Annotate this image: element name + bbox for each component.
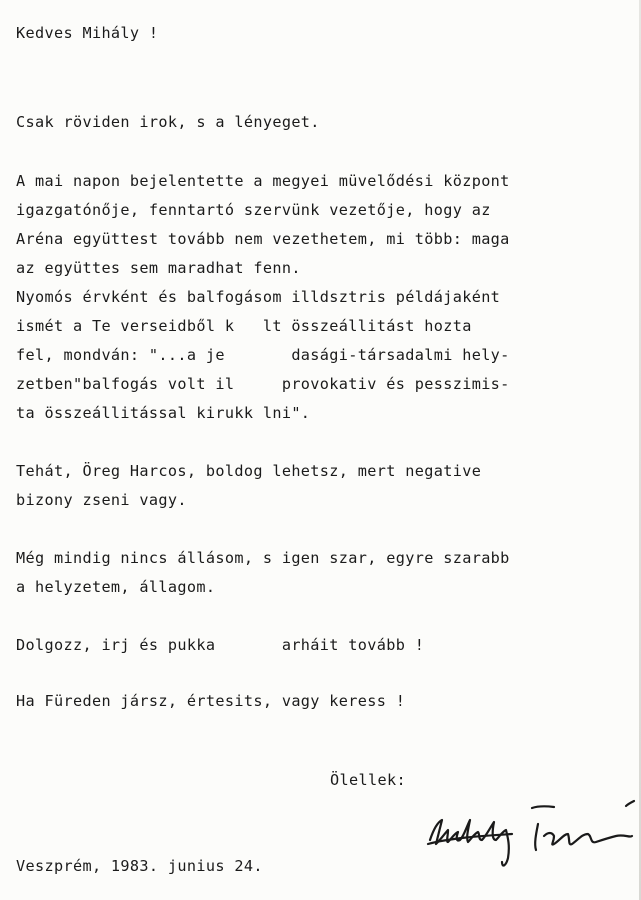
paragraph-2-line-1: A mai napon bejelentette a megyei müvelődési központ	[16, 172, 510, 190]
paragraph-5-line-1: Dolgozz, irj és pukka arháit tovább !	[16, 636, 425, 654]
date-line: Veszprém, 1983. junius 24.	[16, 857, 263, 875]
paragraph-2-line-4: az együttes sem maradhat fenn.	[16, 259, 301, 277]
paragraph-4-line-2: a helyzetem, állagom.	[16, 578, 216, 596]
paragraph-3-line-2: bizony zseni vagy.	[16, 491, 187, 509]
handwritten-signature	[420, 798, 638, 878]
paragraph-6-line-1: Ha Füreden jársz, értesits, vagy keress !	[16, 692, 406, 710]
paragraph-2-line-7: fel, mondván: "...a je dasági-társadalmi hely-	[16, 346, 510, 364]
closing: Ölellek:	[330, 771, 406, 789]
paragraph-2-line-6: ismét a Te verseidből k lt összeállitást hozta	[16, 317, 472, 335]
greeting: Kedves Mihály !	[16, 24, 159, 42]
paragraph-2-line-5: Nyomós érvként és balfogásom illdsztris példájaként	[16, 288, 501, 306]
paragraph-1-line-1: Csak röviden irok, s a lényeget.	[16, 113, 320, 131]
paragraph-2-line-9: ta összeállitással kirukk lni".	[16, 404, 311, 422]
paragraph-2-line-3: Aréna együttest tovább nem vezethetem, mi több: maga	[16, 230, 510, 248]
paragraph-2-line-8: zetben"balfogás volt il provokativ és pesszimis-	[16, 375, 510, 393]
paragraph-4-line-1: Még mindig nincs állásom, s igen szar, egyre szarabb	[16, 549, 510, 567]
paragraph-2-line-2: igazgatónője, fenntartó szervünk vezetője, hogy az	[16, 201, 491, 219]
paragraph-3-line-1: Tehát, Öreg Harcos, boldog lehetsz, mert negative	[16, 462, 482, 480]
